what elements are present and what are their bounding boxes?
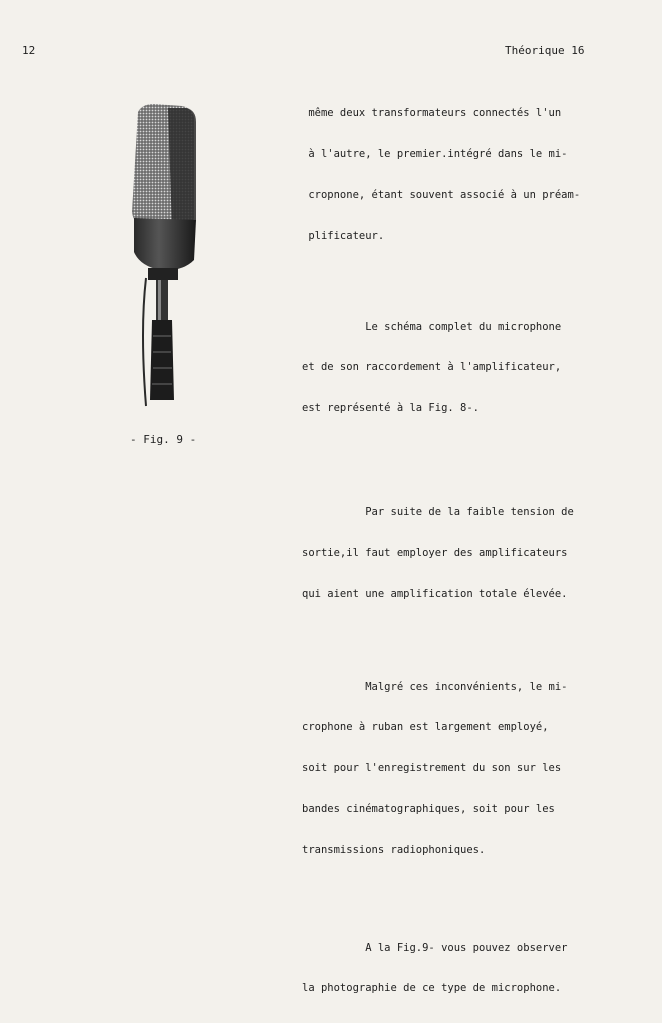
text-line: cropnone, étant souvent associé à un préam- — [302, 188, 581, 201]
text-line: soit pour l'enregistrement du son sur les — [302, 762, 562, 775]
page-header-title: Théorique 16 — [505, 44, 585, 57]
microphone-photo — [112, 100, 212, 408]
text-line: bandes cinématographiques, soit pour les — [302, 802, 555, 815]
text-line: est représenté à la Fig. 8-. — [302, 402, 480, 415]
text-line: même deux transformateurs connectés l'un — [302, 107, 562, 120]
text-line: et de son raccordement à l'amplificateur, — [302, 361, 562, 374]
text-line: crophone à ruban est largement employé, — [302, 721, 549, 734]
paragraph — [302, 80, 602, 270]
text-line: la photographie de ce type de microphone. — [302, 982, 562, 995]
text-line: Par suite de la faible tension de — [302, 506, 574, 519]
paragraph — [302, 293, 602, 443]
text-line: plificateur. — [302, 229, 385, 242]
figure-caption: - Fig. 9 - — [130, 433, 197, 446]
body-text — [302, 80, 602, 1023]
text-line: sortie,il faut employer des amplificateurs — [302, 546, 568, 559]
text-line: Malgré ces inconvénients, le mi- — [302, 680, 568, 693]
text-line: A la Fig.9- vous pouvez observer — [302, 941, 568, 954]
text-line: Le schéma complet du microphone — [302, 320, 562, 333]
text-line: qui aient une amplification totale élevée. — [302, 587, 568, 600]
paragraph — [302, 653, 602, 884]
text-line: à l'autre, le premier.intégré dans le mi- — [302, 147, 568, 160]
paragraph — [302, 914, 602, 1023]
paragraph — [302, 479, 602, 629]
text-line: transmissions radiophoniques. — [302, 843, 486, 856]
page-number: 12 — [22, 44, 36, 57]
